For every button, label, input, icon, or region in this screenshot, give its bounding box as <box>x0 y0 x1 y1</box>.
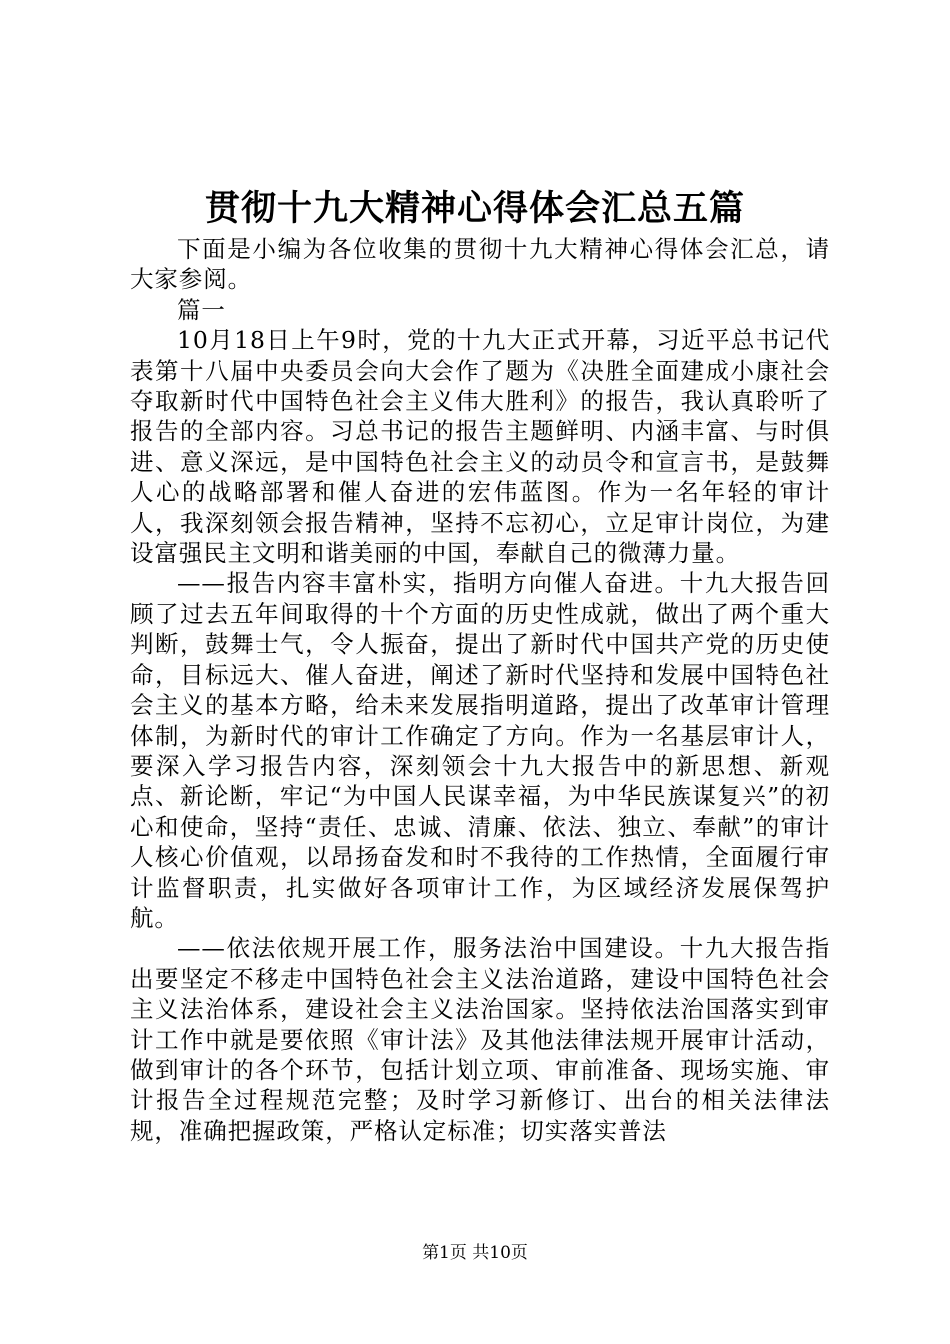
page-footer: 第1页 共10页 <box>422 1243 528 1263</box>
section-heading: 篇一 <box>177 295 226 324</box>
document-body <box>130 234 830 1146</box>
body-paragraph: ——依法依规开展工作，服务法治中国建设。十九大报告指出要坚定不移走中国特色社会主义法治道路，建设中国特色社会主义法治体系，建设社会主义法治国家。坚持依法治国落实到审计工作中就是要依照《审计法》及其他法律法规开展审计活动，做到审计的各个环节，包括计划立项、审前准备、现场实施、审计报告全过程规范完整；及时学习新修订、出台的相关法律法规，准确把握政策，严格认定标准；切实落实普法 <box>130 934 830 1145</box>
intro-paragraph: 下面是小编为各位收集的贯彻十九大精神心得体会汇总，请大家参阅。 <box>130 235 830 294</box>
body-paragraph: ——报告内容丰富朴实，指明方向催人奋进。十九大报告回顾了过去五年间取得的十个方面的历史性成就，做出了两个重大判断，鼓舞士气，令人振奋，提出了新时代中国共产党的历史使命，目标远大、催人奋进，阐述了新时代坚持和发展中国特色社会主义的基本方略，给未来发展指明道路，提出了改革审计管理体制，为新时代的审计工作确定了方向。作为一名基层审计人，要深入学习报告内容，深刻领会十九大报告中的新思想、新观点、新论断，牢记“为中国人民谋幸福，为中华民族谋复兴”的初心和使命，坚持“责任、忠诚、清廉、依法、独立、奉献”的审计人核心价值观，以昂扬奋发和时不我待的工作热情，全面履行审计监督职责，扎实做好各项审计工作，为区域经济发展保驾护航。 <box>130 569 830 932</box>
body-paragraph: 10月18日上午9时，党的十九大正式开幕，习近平总书记代表第十八届中央委员会向大会作了题为《决胜全面建成小康社会夺取新时代中国特色社会主义伟大胜利》的报告，我认真聆听了报告的全部内容。习总书记的报告主题鲜明、内涵丰富、与时俱进、意义深远，是中国特色社会主义的动员令和宣言书，是鼓舞人心的战略部署和催人奋进的宏伟蓝图。作为一名年轻的审计人，我深刻领会报告精神，坚持不忘初心，立足审计岗位，为建设富强民主文明和谐美丽的中国，奉献自己的微薄力量。 <box>130 326 830 568</box>
document-title: 贯彻十九大精神心得体会汇总五篇 <box>204 188 745 229</box>
